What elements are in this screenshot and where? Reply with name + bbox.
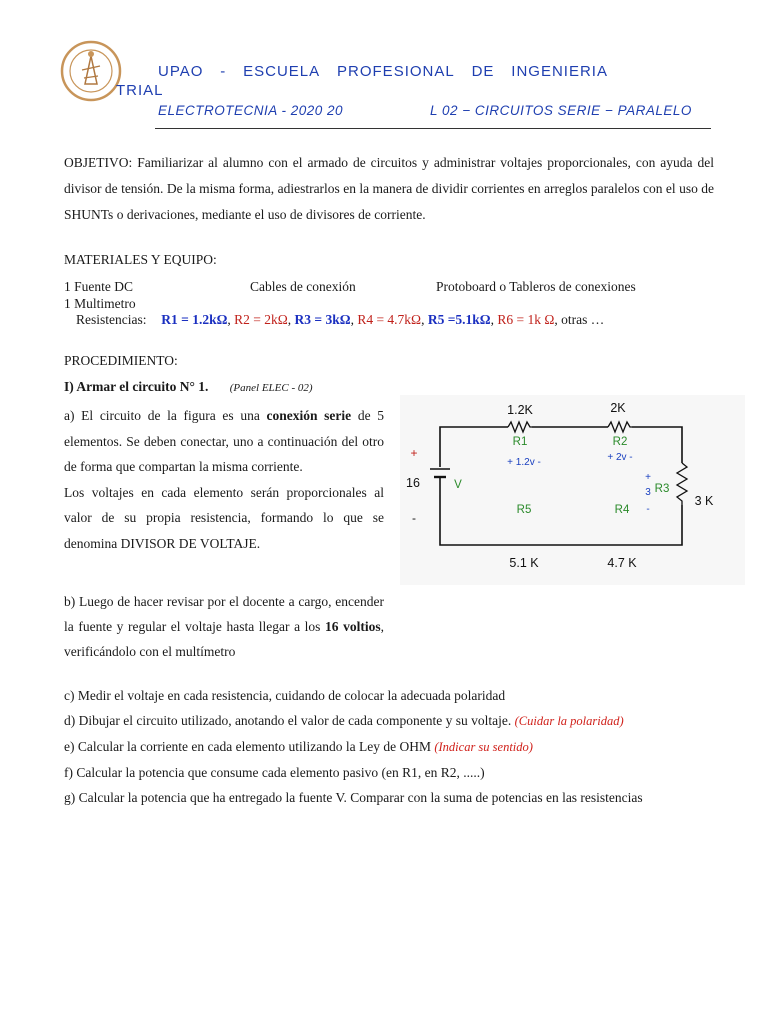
- resistors-list: Resistencias: R1 = 1.2kΩ, R2 = 2kΩ, R3 = 3kΩ, R4 = 4.7kΩ, R5 =5.1kΩ, R6 = 1k Ω, otras …: [76, 312, 605, 327]
- header-word: DE: [471, 63, 495, 80]
- header-word: UPAO: [158, 63, 204, 80]
- header-word: PROFESIONAL: [337, 63, 455, 80]
- university-seal-icon: [60, 40, 122, 107]
- resistor-r1: R1 = 1.2kΩ: [161, 312, 228, 327]
- procedure-title: PROCEDIMIENTO:: [64, 353, 178, 368]
- material-item: 1 Fuente DC: [64, 279, 133, 294]
- resistor-r3: R3 = 3kΩ: [294, 312, 351, 327]
- r1-value: 1.2K: [507, 403, 533, 417]
- materials-row: [64, 279, 636, 295]
- step-d: d) Dibujar el circuito utilizado, anotando el valor de cada componente y su voltaje. (Cuidar la polaridad): [64, 713, 624, 728]
- resistors-label: Resistencias:: [76, 312, 147, 327]
- header-word: -: [220, 63, 227, 80]
- resistor-r2: R2 = 2kΩ: [234, 312, 288, 327]
- step-b: b) Luego de hacer revisar por el docente a cargo, encender la fuente y regular el voltaje hasta llegar a los 16 voltios, verificándolo con el multímetro: [64, 594, 384, 659]
- r5-value: 5.1 K: [509, 556, 539, 570]
- r2-voltage: + 2v -: [607, 452, 633, 463]
- r3-plus: +: [645, 472, 651, 483]
- source-voltage: 16: [406, 476, 420, 490]
- circuit-diagram: [400, 395, 745, 590]
- r4-label: R4: [614, 504, 630, 516]
- source-minus: -: [412, 511, 416, 525]
- course-code: ELECTROTECNIA - 2020 20: [158, 103, 344, 118]
- r1-label: R1: [512, 436, 528, 448]
- r4-value: 4.7 K: [607, 556, 637, 570]
- source-label: V: [454, 479, 462, 491]
- part1-heading: [64, 379, 313, 395]
- r1-voltage: + 1.2v -: [507, 457, 541, 468]
- header-word: ESCUELA: [243, 63, 321, 80]
- material-item: Cables de conexión: [250, 279, 356, 294]
- step-e: e) Calcular la corriente en cada elemento utilizando la Ley de OHM (Indicar su sentido): [64, 739, 533, 754]
- voltage-value: 16 voltios: [325, 619, 381, 634]
- step-g: g) Calcular la potencia que ha entregado la fuente V. Comparar con la suma de potencias en las resistencias: [64, 790, 643, 805]
- r3-value: 3 K: [694, 494, 714, 508]
- r2-label: R2: [612, 436, 628, 448]
- step-f: f) Calcular la potencia que consume cada elemento pasivo (en R1, en R2, .....): [64, 765, 485, 780]
- panel-ref: (Panel ELEC - 02): [229, 382, 313, 394]
- materials-title: MATERIALES Y EQUIPO:: [64, 252, 217, 267]
- step-a2: Los voltajes en cada elemento serán proporcionales al valor de su propia resistencia, formando lo que se denomina DIVISOR DE VOLTAJE.: [64, 484, 384, 551]
- resistor-r4: R4 = 4.7kΩ: [357, 312, 422, 327]
- header-title-cont: TRIAL: [116, 82, 164, 99]
- header-divider: [155, 128, 711, 129]
- steps-list: [64, 683, 714, 810]
- material-item: 1 Multimetro: [64, 296, 136, 311]
- r2-value: 2K: [610, 401, 626, 415]
- part1-title: I) Armar el circuito N° 1.: [64, 379, 209, 394]
- lab-title: L 02 − CIRCUITOS SERIE − PARALELO: [430, 103, 692, 118]
- resistor-r6: R6 = 1k Ω: [497, 312, 555, 327]
- material-item: Protoboard o Tableros de conexiones: [436, 279, 636, 294]
- resistors-others: , otras …: [554, 312, 605, 327]
- polarity-note: (Cuidar la polaridad): [514, 714, 624, 728]
- step-a: a) El circuito de la figura es una conexión serie de 5 elementos. Se deben conectar, uno a continuación del otro de forma que compartan la misma corriente. Los voltajes en cada elemento serán proporcionales al valor de su propia resistencia, formando lo que se denomina DIVISOR DE VOLTAJE.: [64, 403, 384, 556]
- resistor-r5: R5 =5.1kΩ: [427, 312, 491, 327]
- objective-paragraph: OBJETIVO: Familiarizar al alumno con el armado de circuitos y administrar voltajes proporcionales, con ayuda del divisor de tensión. De la misma forma, adiestrarlos en la manera de dividir corrientes en arreglos paralelos con el uso de SHUNTs o derivaciones, mediante el uso de divisores de corriente.: [64, 155, 714, 222]
- r4-minus: -: [646, 504, 650, 515]
- source-plus: +: [410, 446, 418, 460]
- r3-label: R3: [654, 483, 670, 495]
- header-word: INGENIERIA: [511, 63, 608, 80]
- r5-label: R5: [516, 504, 532, 516]
- step-c: c) Medir el voltaje en cada resistencia, cuidando de colocar la adecuada polaridad: [64, 688, 506, 703]
- direction-note: (Indicar su sentido): [434, 740, 533, 754]
- series-term: conexión serie: [266, 408, 352, 423]
- r3-voltage: 3: [645, 487, 651, 498]
- header-title: [158, 63, 608, 80]
